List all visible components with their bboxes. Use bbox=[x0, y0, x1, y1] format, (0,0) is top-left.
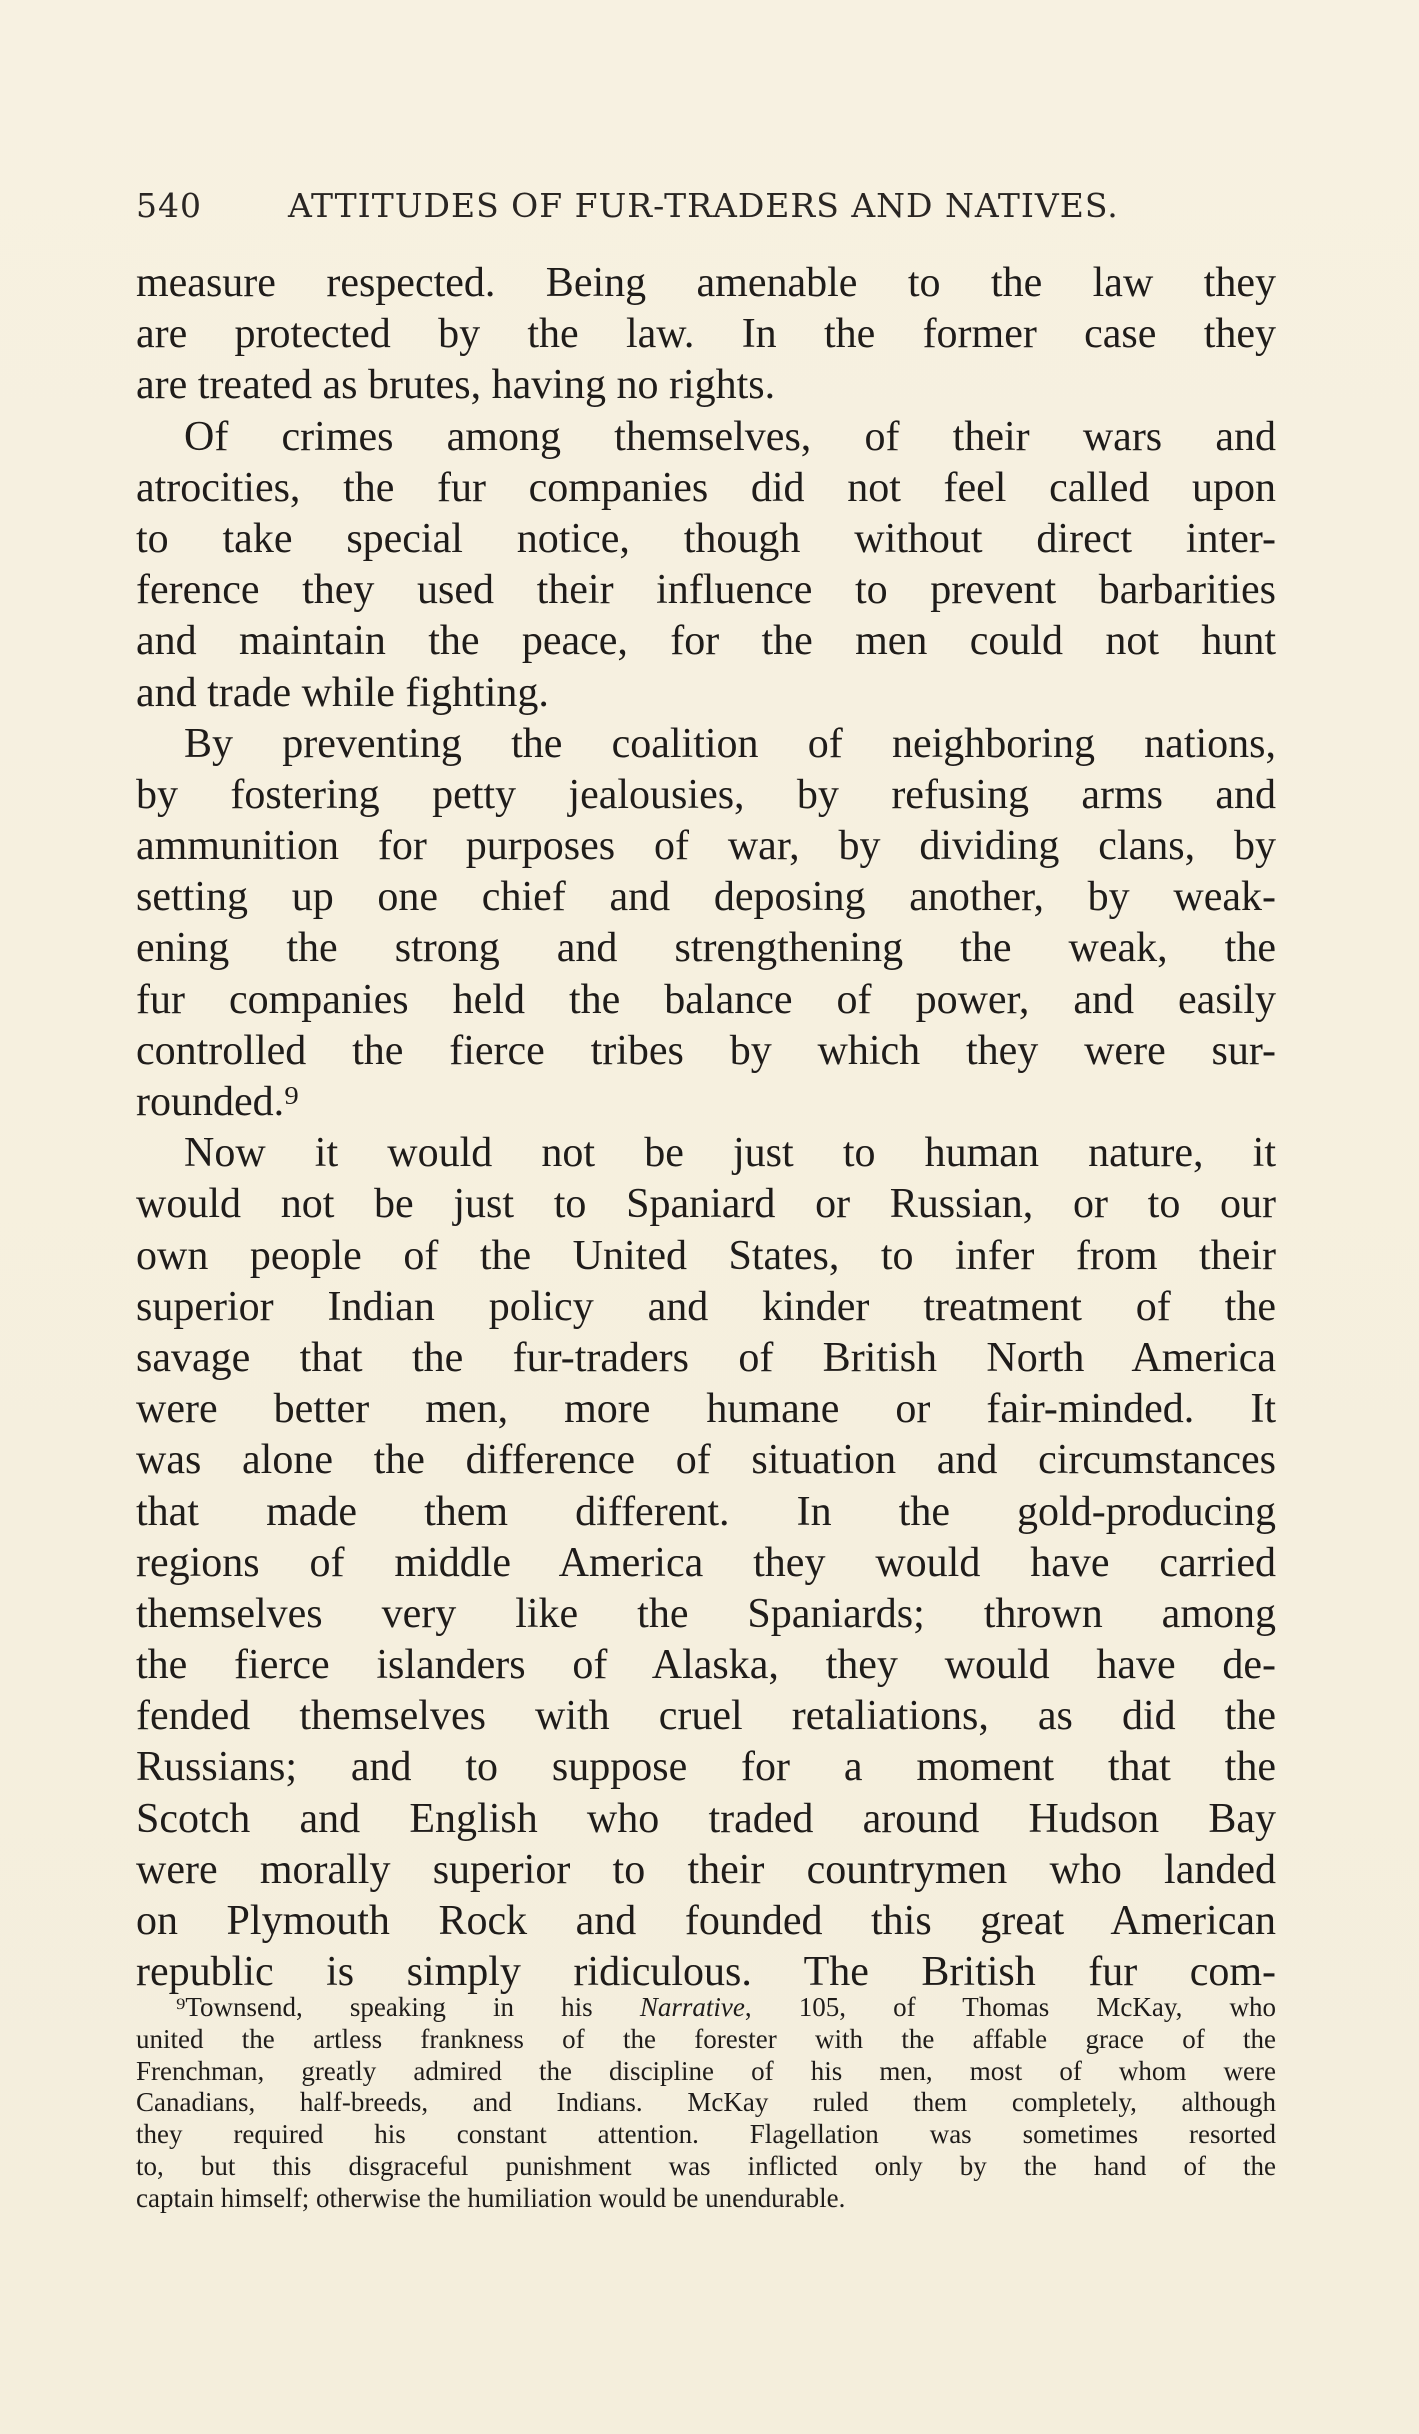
footnote-line: to, but this disgraceful punishment was inflicted only by the hand of the bbox=[136, 2150, 1276, 2181]
footnote-line: ⁹Townsend, speaking in his Narrative, 105, of Thomas McKay, who bbox=[176, 1992, 1276, 2022]
footnotes bbox=[136, 1992, 1276, 2215]
footnote-line: Frenchman, greatly admired the discipline of his men, most of whom were bbox=[136, 2055, 1276, 2086]
text-line: Now it would not be just to human nature, it bbox=[184, 1130, 1276, 1177]
text-line: own people of the United States, to infer from their bbox=[136, 1232, 1276, 1279]
page-number: 540 bbox=[136, 186, 202, 225]
body-text bbox=[136, 258, 1276, 1998]
running-title: ATTITUDES OF FUR-TRADERS AND NATIVES. bbox=[288, 186, 1119, 225]
text-line: are treated as brutes, having no rights. bbox=[136, 362, 776, 409]
text-line: were better men, more humane or fair-minded. It bbox=[136, 1386, 1276, 1433]
text-line: savage that the fur-traders of British North America bbox=[136, 1334, 1276, 1381]
text-line: superior Indian policy and kinder treatment of the bbox=[136, 1283, 1276, 1330]
book-title-italic: Narrative bbox=[639, 1992, 745, 2022]
text-line: Russians; and to suppose for a moment that the bbox=[136, 1744, 1276, 1791]
running-header bbox=[136, 186, 1286, 225]
text-line: Scotch and English who traded around Hudson Bay bbox=[136, 1795, 1276, 1842]
text-line: republic is simply ridiculous. The British fur com- bbox=[136, 1949, 1276, 1996]
text-line: the fierce islanders of Alaska, they would have de- bbox=[136, 1642, 1276, 1689]
footnote-line: captain himself; otherwise the humiliation would be unendurable. bbox=[136, 2182, 846, 2213]
footnote-line: they required his constant attention. Flagellation was sometimes resorted bbox=[136, 2119, 1276, 2150]
text-line: were morally superior to their countrymen who landed bbox=[136, 1846, 1276, 1893]
text-line: was alone the difference of situation and circumstances bbox=[136, 1437, 1276, 1484]
text-line: by fostering petty jealousies, by refusing arms and bbox=[136, 771, 1276, 818]
text-line: fended themselves with cruel retaliations, as did the bbox=[136, 1693, 1276, 1740]
text-line: atrocities, the fur companies did not feel called upon bbox=[136, 464, 1276, 511]
text-line: measure respected. Being amenable to the law they bbox=[136, 260, 1276, 306]
text-line: would not be just to Spaniard or Russian, or to our bbox=[136, 1181, 1276, 1228]
text-line: regions of middle America they would have carried bbox=[136, 1539, 1276, 1586]
text-line: By preventing the coalition of neighboring nations, bbox=[184, 720, 1276, 767]
text-line: that made them different. In the gold-producing bbox=[136, 1488, 1276, 1535]
text-line: rounded.⁹ bbox=[136, 1079, 299, 1125]
text-line: to take special notice, though without direct inter- bbox=[136, 515, 1276, 562]
text-line: Of crimes among themselves, of their wars and bbox=[184, 413, 1276, 460]
text-line: setting up one chief and deposing another, by weak- bbox=[136, 874, 1276, 921]
text-line: and trade while fighting. bbox=[136, 669, 549, 716]
text-line: are protected by the law. In the former case they bbox=[136, 311, 1276, 358]
text-line: themselves very like the Spaniards; thrown among bbox=[136, 1590, 1276, 1637]
text-line: ammunition for purposes of war, by dividing clans, by bbox=[136, 823, 1276, 870]
text-line: fur companies held the balance of power, and easily bbox=[136, 976, 1276, 1023]
text-line: on Plymouth Rock and founded this great American bbox=[136, 1898, 1276, 1944]
footnote-line: Canadians, half-breeds, and Indians. McKay ruled them completely, although bbox=[136, 2087, 1276, 2118]
footnote-line: united the artless frankness of the forester with the affable grace of the bbox=[136, 2023, 1276, 2054]
text-line: controlled the fierce tribes by which they were sur- bbox=[136, 1027, 1276, 1074]
text-line: and maintain the peace, for the men could not hunt bbox=[136, 618, 1276, 665]
text-line: ference they used their influence to prevent barbarities bbox=[136, 567, 1276, 614]
text-line: ening the strong and strengthening the weak, the bbox=[136, 925, 1276, 972]
